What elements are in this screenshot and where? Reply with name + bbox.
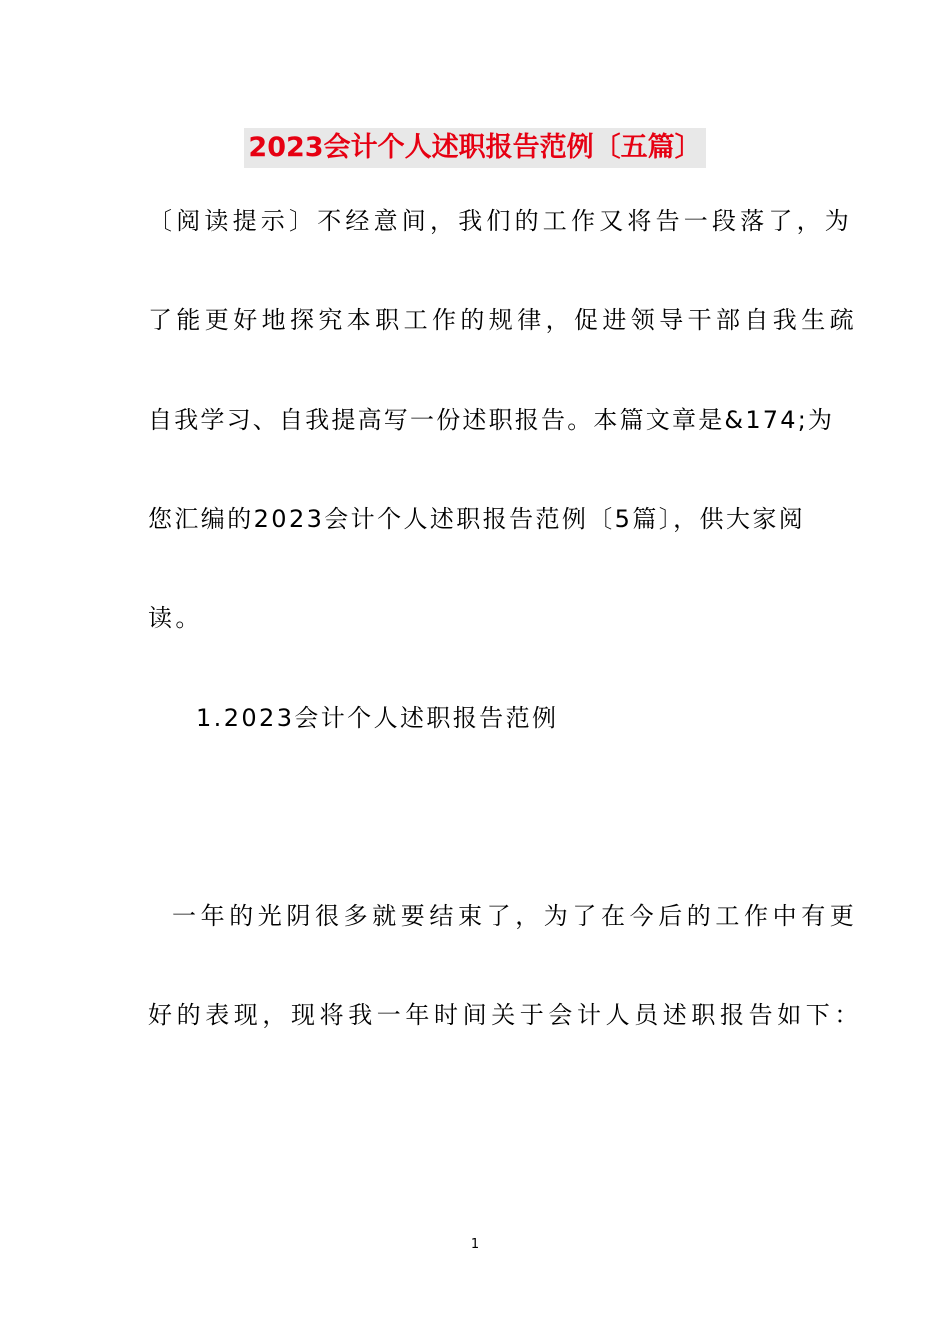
- document-title: 2023会计个人述职报告范例〔五篇〕: [244, 128, 705, 168]
- intro-line: 读。: [148, 604, 203, 632]
- intro-line: 自我学习、自我提高写一份述职报告。本篇文章是&174;为: [148, 406, 835, 434]
- intro-line: 您汇编的2023会计个人述职报告范例〔5篇〕，供大家阅: [148, 505, 806, 533]
- section-heading: 1.2023会计个人述职报告范例: [196, 704, 559, 732]
- title-container: [0, 128, 950, 168]
- intro-line: 了能更好地探究本职工作的规律，促进领导干部自我生疏: [148, 306, 858, 334]
- page-number: 1: [470, 1237, 480, 1252]
- body-line: 一年的光阴很多就要结束了，为了在今后的工作中有更: [172, 902, 859, 930]
- body-line: 好的表现，现将我一年时间关于会计人员述职报告如下：: [148, 1001, 863, 1029]
- intro-line: 〔阅读提示〕不经意间，我们的工作又将告一段落了，为: [148, 207, 853, 235]
